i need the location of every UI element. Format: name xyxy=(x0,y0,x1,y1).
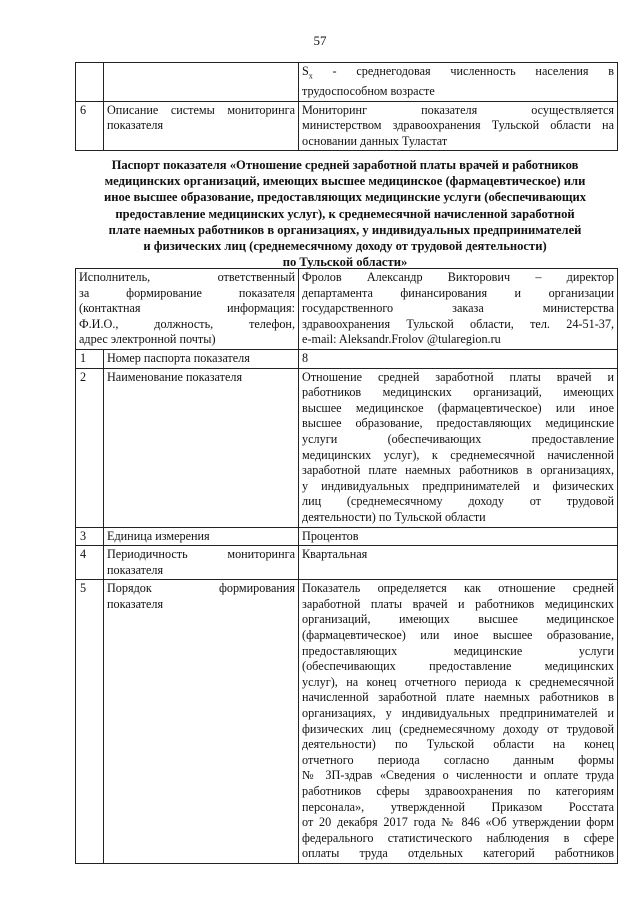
row-label xyxy=(104,546,299,580)
row-number: 1 xyxy=(76,349,104,368)
cell-line: у индивидуальных предпринимателей и физических xyxy=(302,478,615,493)
passport-title xyxy=(70,157,620,270)
cell-line: Фролов Александр Викторович – директор xyxy=(302,270,615,284)
cell-line: начисленной заработной плате наемных работников в xyxy=(302,690,615,705)
row-number: 5 xyxy=(76,580,104,864)
cell xyxy=(299,63,618,102)
cell-line: предоставляющих медицинские услуги xyxy=(302,643,615,658)
cell-line: организаций, имеющих высшее медицинское xyxy=(302,612,615,627)
cell-line: услуг), на конец отчетного периода к среднемесячной xyxy=(302,674,615,689)
table-row xyxy=(76,580,618,864)
cell-line: показателя xyxy=(107,562,164,577)
cell-line: медицинских услуг), к среднемесячной начисленной xyxy=(302,447,615,462)
table-row xyxy=(76,368,618,527)
cell-line: высшее образование, предоставляющих медицинские xyxy=(302,416,615,431)
title-line: медицинских организаций, имеющих высшее медицинское (фармацевтическое) или xyxy=(104,174,586,189)
cell-line: министерством здравоохранения Тульской области на xyxy=(302,118,614,133)
cell-line: Показатель определяется как отношение средней xyxy=(302,581,615,596)
title-line: и физических лиц (среднемесячному доходу от трудовой деятельности) xyxy=(143,239,547,254)
cell-line: Периодичность мониторинга xyxy=(107,547,296,562)
cell xyxy=(299,101,618,151)
executor-label xyxy=(76,269,299,350)
title-line: плате наемных работников в организациях, у индивидуальных предпринимателей xyxy=(108,222,582,237)
table-row xyxy=(76,546,618,580)
table-row xyxy=(76,101,618,151)
cell-line: заработной плате наемных работников в организациях, xyxy=(302,463,615,478)
cell-line: адрес электронной почты) xyxy=(79,332,216,347)
cell-line: (контактная информация: xyxy=(79,301,296,316)
cell xyxy=(104,101,299,151)
cell-line: № ЗП-здрав «Сведения о численности и оплате труда xyxy=(302,768,615,783)
executor-value xyxy=(299,269,618,350)
cell-line: от 20 декабря 2017 года № 846 «Об утверждении форм xyxy=(302,815,615,830)
cell-line: федерального статистического наблюдения в сфере xyxy=(302,830,615,845)
passport-table xyxy=(75,268,618,864)
row-value: 8 xyxy=(299,349,618,368)
cell xyxy=(104,63,299,102)
row-number: 4 xyxy=(76,546,104,580)
page-number: 57 xyxy=(313,33,327,48)
symbol-s: S xyxy=(302,64,309,78)
cell-line xyxy=(302,64,614,84)
cell-line: работников медицинских организаций, имеющих xyxy=(302,385,615,400)
cell-line: (фармацевтическое) или иное высшее образование, xyxy=(302,628,615,643)
row-label: Номер паспорта показателя xyxy=(104,349,299,368)
cell-line: оплаты труда отдельных категорий работников xyxy=(302,846,615,861)
cell-line: организациях, у индивидуальных предпринимателей и xyxy=(302,706,615,721)
table-row xyxy=(76,349,618,368)
cell-text: - среднегодовая численность населения в xyxy=(312,64,614,78)
cell-line: высшее медицинское (фармацевтическое) или иное xyxy=(302,400,615,415)
title-line: по Тульской области» xyxy=(282,255,408,270)
row-value: Квартальная xyxy=(299,546,618,580)
cell-line: физических лиц (среднемесячному доходу от трудовой xyxy=(302,721,615,736)
cell-line: персонала», утвержденной Приказом Росстата xyxy=(302,799,615,814)
cell-line: показателя xyxy=(107,596,164,611)
cell-line: Описание системы мониторинга xyxy=(107,102,295,117)
cell-line: трудоспособном возрасте xyxy=(302,84,435,99)
cell-line: за формирование показателя xyxy=(79,285,296,300)
cell-line: Исполнитель, ответственный xyxy=(79,270,296,284)
cell-line: Ф.И.О., должность, телефон, xyxy=(79,316,296,331)
cell-line: деятельности) по Тульской области на конец xyxy=(302,737,615,752)
cell-line: деятельности) по Тульской области xyxy=(302,509,486,524)
cell-line: департамента финансирования и организации xyxy=(302,285,615,300)
cell-line: e-mail: Aleksandr.Frolov @tularegion.ru xyxy=(302,332,501,347)
table-row xyxy=(76,63,618,102)
title-line: иное высшее образование, предоставляющих медицинские услуги (обеспечивающих xyxy=(103,190,587,205)
row-value: Процентов xyxy=(299,527,618,546)
cell-line: лиц (среднемесячному доходу от трудовой xyxy=(302,494,615,509)
row-number: 2 xyxy=(76,368,104,527)
cell-line: отчетного периода согласно данным формы xyxy=(302,752,615,767)
row-label: Единица измерения xyxy=(104,527,299,546)
title-line: Паспорт показателя «Отношение средней заработной платы врачей и работников xyxy=(111,158,579,172)
table-row xyxy=(76,269,618,350)
symbol-subscript: x xyxy=(308,71,313,81)
cell-line: основании данных Туластат xyxy=(302,133,448,148)
cell xyxy=(76,63,104,102)
table-row xyxy=(76,527,618,546)
cell-line: Мониторинг показателя осуществляется xyxy=(302,102,614,117)
cell-line: (обеспечивающих предоставление медицинских xyxy=(302,659,615,674)
row-label: Наименование показателя xyxy=(104,368,299,527)
cell-line: заработной платы врачей и работников медицинских xyxy=(302,596,615,611)
title-line: предоставление медицинских услуг), к среднемесячной начисленной заработной xyxy=(115,206,575,221)
cell-line: Порядок формирования xyxy=(107,581,296,596)
row-number: 6 xyxy=(76,101,104,151)
top-table xyxy=(75,62,618,151)
row-number: 3 xyxy=(76,527,104,546)
cell-line: здравоохранения Тульской области, тел. 24-51-37, xyxy=(302,316,615,331)
row-value xyxy=(299,368,618,527)
cell-line: услуги (обеспечивающих предоставление xyxy=(302,431,615,446)
row-value xyxy=(299,580,618,864)
cell-line: работников сферы здравоохранения по категориям xyxy=(302,784,615,798)
cell-line: государственного заказа министерства xyxy=(302,301,615,316)
cell-line: Отношение средней заработной платы врачей и xyxy=(302,369,615,384)
cell-line: показателя xyxy=(107,118,164,133)
row-label xyxy=(104,580,299,864)
